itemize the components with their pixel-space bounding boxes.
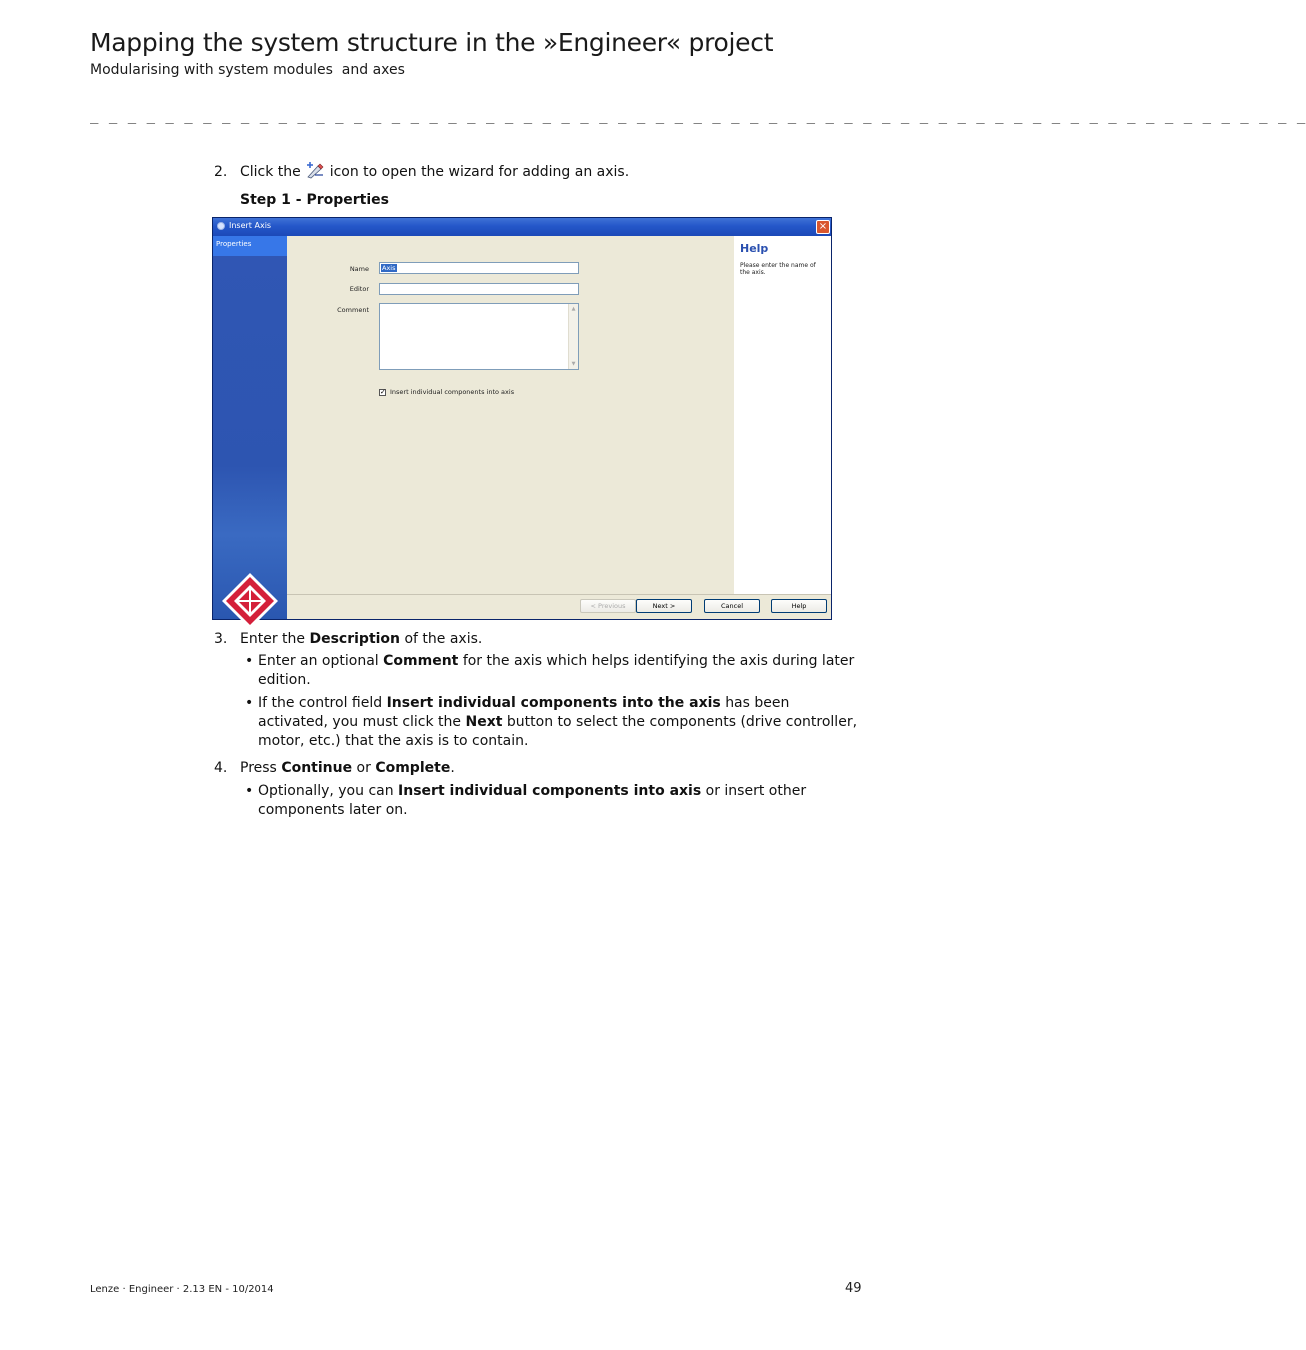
bullet: • (245, 695, 254, 711)
step-4-text (240, 759, 860, 778)
step-2-text-before: Click the (240, 164, 301, 180)
bold-text: Continue (281, 760, 353, 776)
text: Press (240, 760, 277, 776)
text: button to select the components (drive controller, motor, etc.) that the axis is to contain. (258, 714, 858, 749)
editor-label: Editor (349, 285, 369, 293)
editor-input[interactable] (379, 283, 579, 295)
bullet: • (245, 653, 254, 669)
bold-text: Complete (375, 760, 451, 776)
bold-text: Insert individual components into axis (398, 783, 702, 799)
bold-text: Comment (383, 653, 459, 669)
text: or insert other components later on. (258, 783, 807, 818)
page-title: Mapping the system structure in the »Engineer« project (90, 28, 774, 57)
insert-components-checkbox-label[interactable]: Insert individual components into axis (390, 388, 515, 396)
step-3-text (240, 630, 860, 649)
header-dashed-rule: _ _ _ _ _ _ _ _ _ _ _ _ _ _ _ _ _ _ _ _ _ _ _ _ _ _ _ _ _ _ _ _ _ _ _ _ _ _ _ _ _ _ _ _ _ _ _ _ _ _ _ _ _ _ _ _ _ _ _ _ _ _ _ _ _ (90, 108, 1306, 124)
text: for the axis which helps identifying the axis during later edition. (258, 653, 855, 688)
text: or (356, 760, 371, 776)
bold-text: Next (465, 714, 503, 730)
footer-text: Lenze · Engineer · 2.13 EN - 10/2014 (90, 1284, 274, 1295)
step-2-text-after: icon to open the wizard for adding an axis. (329, 164, 630, 180)
text: Enter an optional (258, 653, 379, 669)
comment-scrollbar[interactable] (568, 304, 578, 369)
help-button[interactable]: Help (771, 599, 827, 613)
step-3-bullet-1 (258, 652, 861, 690)
dialog-titlebar[interactable] (213, 218, 831, 236)
step-3-bullet-2 (258, 694, 861, 751)
step-2-number: 2. (214, 164, 228, 180)
step-2-text (240, 163, 629, 182)
step-1-properties-heading: Step 1 - Properties (240, 192, 389, 208)
scroll-up-icon[interactable]: ▲ (571, 306, 576, 312)
step-4-bullet-1 (258, 782, 861, 820)
dialog-title: Insert Axis (229, 221, 272, 230)
sidebar-item-label: Properties (216, 240, 252, 248)
comment-label: Comment (337, 306, 369, 314)
close-icon[interactable]: × (816, 220, 830, 234)
step-4-number: 4. (214, 760, 228, 776)
scroll-down-icon[interactable]: ▼ (571, 361, 576, 367)
bullet: • (245, 783, 254, 799)
text: of the axis. (404, 631, 483, 647)
text: Optionally, you can (258, 783, 394, 799)
text: . (450, 760, 455, 776)
page-number: 49 (845, 1281, 862, 1296)
help-title: Help (740, 242, 769, 255)
text: If the control field (258, 695, 383, 711)
text: Enter the (240, 631, 306, 647)
lenze-logo-icon (221, 572, 279, 634)
add-axis-icon (305, 163, 325, 179)
comment-textarea[interactable] (379, 303, 579, 370)
name-value: Axis (382, 264, 396, 272)
name-label: Name (349, 265, 369, 273)
cancel-button[interactable]: Cancel (704, 599, 760, 613)
help-pane (734, 236, 831, 594)
insert-components-checkbox[interactable]: ✓ (380, 388, 386, 396)
next-button[interactable]: Next > (636, 599, 692, 613)
bold-text: Insert individual components into the axis (386, 695, 721, 711)
previous-button[interactable]: < Previous (580, 599, 636, 613)
app-icon (217, 222, 225, 230)
wizard-sidebar (213, 236, 287, 619)
text: has been activated, you must click the (258, 695, 790, 730)
page-subtitle: Modularising with system modules and axes (90, 62, 405, 78)
help-text: Please enter the name of the axis. (740, 262, 816, 276)
sidebar-item-properties[interactable] (213, 236, 287, 256)
button-separator (287, 594, 831, 595)
bold-text: Description (309, 631, 401, 647)
name-input[interactable] (379, 262, 579, 274)
insert-axis-dialog (212, 217, 832, 620)
step-3-number: 3. (214, 631, 228, 647)
